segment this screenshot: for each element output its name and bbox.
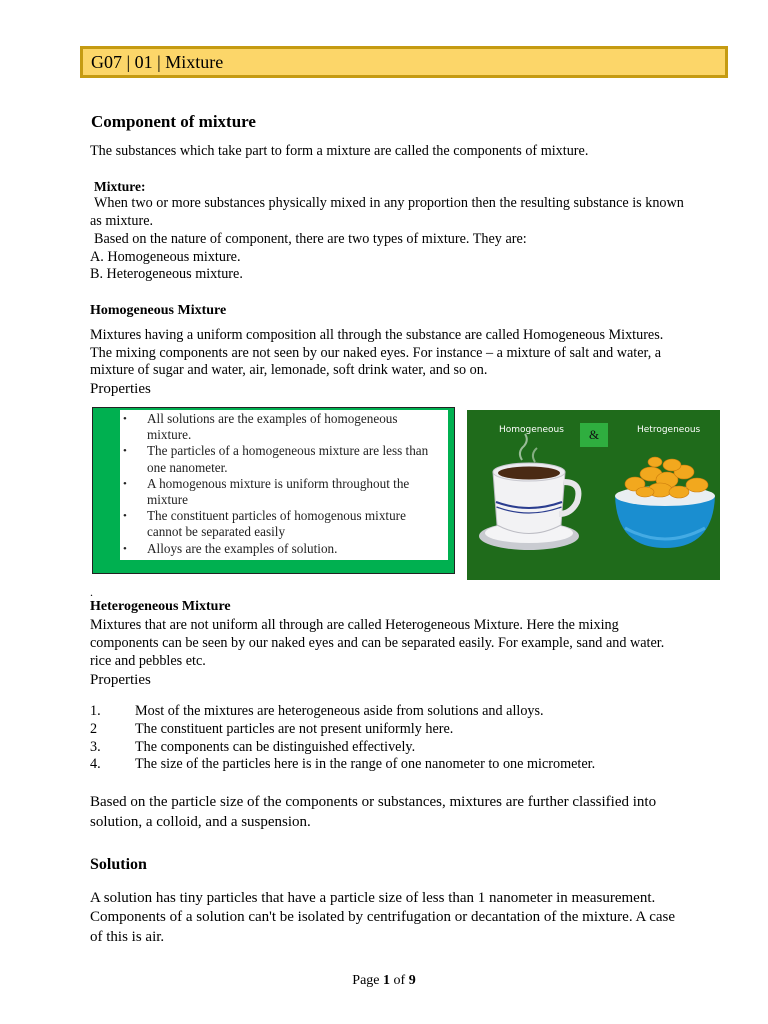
list-item [122, 443, 446, 475]
header-title: G07 | 01 | Mixture [91, 52, 224, 72]
mixture-text-line2: as mixture. [90, 213, 154, 229]
heterogeneous-image-label: Hetrogeneous [637, 425, 701, 435]
bullet-text: mixture. [147, 427, 192, 443]
bullet-text: one nanometer. [147, 459, 228, 475]
item-text: The components can be distinguished effectively. [135, 738, 416, 755]
bullet-text: A homogenous mixture is uniform throughout the [147, 475, 410, 491]
item-text: The constituent particles are not present uniformly here. [135, 720, 454, 737]
heterogeneous-properties-label: Properties [90, 672, 151, 688]
solution-heading: Solution [90, 856, 147, 873]
list-item [122, 476, 446, 508]
bullet-text: The particles of a homogeneous mixture are less than [147, 443, 429, 459]
types-intro: Based on the nature of component, there are two types of mixture. They are: [94, 231, 527, 247]
homogeneous-properties-label: Properties [90, 381, 151, 397]
footer-middle: of [390, 973, 409, 988]
homogeneous-line1: Mixtures having a uniform composition all through the substance are called Homogeneous Mixtures. [90, 327, 664, 343]
heterogeneous-line1: Mixtures that are not uniform all through are called Heterogeneous Mixture. Here the mixing [90, 617, 619, 633]
footer-current-page: 1 [383, 973, 391, 988]
homogeneous-image-label: Homogeneous [499, 425, 564, 435]
component-definition: The substances which take part to form a mixture are called the components of mixture. [90, 143, 589, 159]
item-number: 2 [90, 720, 98, 737]
heterogeneous-line3: rice and pebbles etc. [90, 653, 206, 669]
heterogeneous-heading: Heterogeneous Mixture [90, 599, 231, 614]
homogeneous-line3: mixture of sugar and water, air, lemonade, soft drink water, and so on. [90, 362, 488, 378]
list-item [122, 508, 446, 540]
type-b: B. Heterogeneous mixture. [90, 266, 243, 282]
footer-total-pages: 9 [408, 973, 416, 988]
mixture-text-line1: When two or more substances physically mixed in any proportion then the resulting substance is known [94, 195, 684, 211]
mixture-illustration [467, 410, 720, 580]
solution-line1: A solution has tiny particles that have a particle size of less than 1 nanometer in measurement. [90, 890, 656, 906]
page-header-box [80, 46, 728, 78]
item-text: Most of the mixtures are heterogeneous aside from solutions and alloys. [135, 703, 544, 719]
component-heading: Component of mixture [91, 112, 256, 131]
item-number: 1. [90, 703, 101, 719]
bullet-text: Alloys are the examples of solution. [147, 540, 338, 556]
bullet-icon: • [123, 477, 127, 490]
list-item [90, 739, 710, 757]
bullet-icon: • [123, 510, 127, 523]
heterogeneous-line2: components can be seen by our naked eyes and can be separated easily. For example, sand and water. [90, 635, 665, 651]
solution-line2: Components of a solution can't be isolated by centrifugation or decantation of the mixture. A case [90, 909, 676, 925]
bullet-text: mixture [147, 492, 189, 508]
list-item [90, 756, 710, 774]
ampersand-label: & [588, 427, 600, 442]
bullet-text: The constituent particles of homogenous mixture [147, 508, 406, 524]
bullet-icon: • [123, 542, 127, 555]
item-number: 3. [90, 738, 101, 755]
homogeneous-properties-list [122, 411, 446, 557]
solution-line3: of this is air. [90, 929, 165, 945]
bullet-text: cannot be separated easily [147, 524, 286, 540]
homogeneous-heading: Homogeneous Mixture [90, 303, 227, 318]
item-text: The size of the particles here is in the range of one nanometer to one micrometer. [135, 756, 596, 773]
classification-line1: Based on the particle size of the components or substances, mixtures are further classified into [90, 794, 657, 810]
bullet-icon: • [123, 445, 127, 458]
bullet-icon: • [123, 413, 127, 425]
list-item [90, 721, 710, 739]
heterogeneous-properties-list [90, 703, 710, 774]
item-number: 4. [90, 756, 101, 773]
coffee-and-cereal-icon [467, 410, 720, 580]
list-item [90, 703, 710, 721]
classification-line2: solution, a colloid, and a suspension. [90, 814, 311, 830]
list-item [122, 541, 446, 557]
footer-prefix: Page [352, 973, 384, 988]
mixture-label: Mixture: [94, 179, 146, 194]
type-a: A. Homogeneous mixture. [90, 249, 241, 265]
list-item [122, 411, 446, 443]
page-footer [0, 973, 768, 989]
bullet-text: All solutions are the examples of homogeneous [147, 411, 398, 426]
stray-period: . [90, 585, 93, 599]
homogeneous-line2: The mixing components are not seen by our naked eyes. For instance – a mixture of salt and water, a [90, 345, 662, 361]
